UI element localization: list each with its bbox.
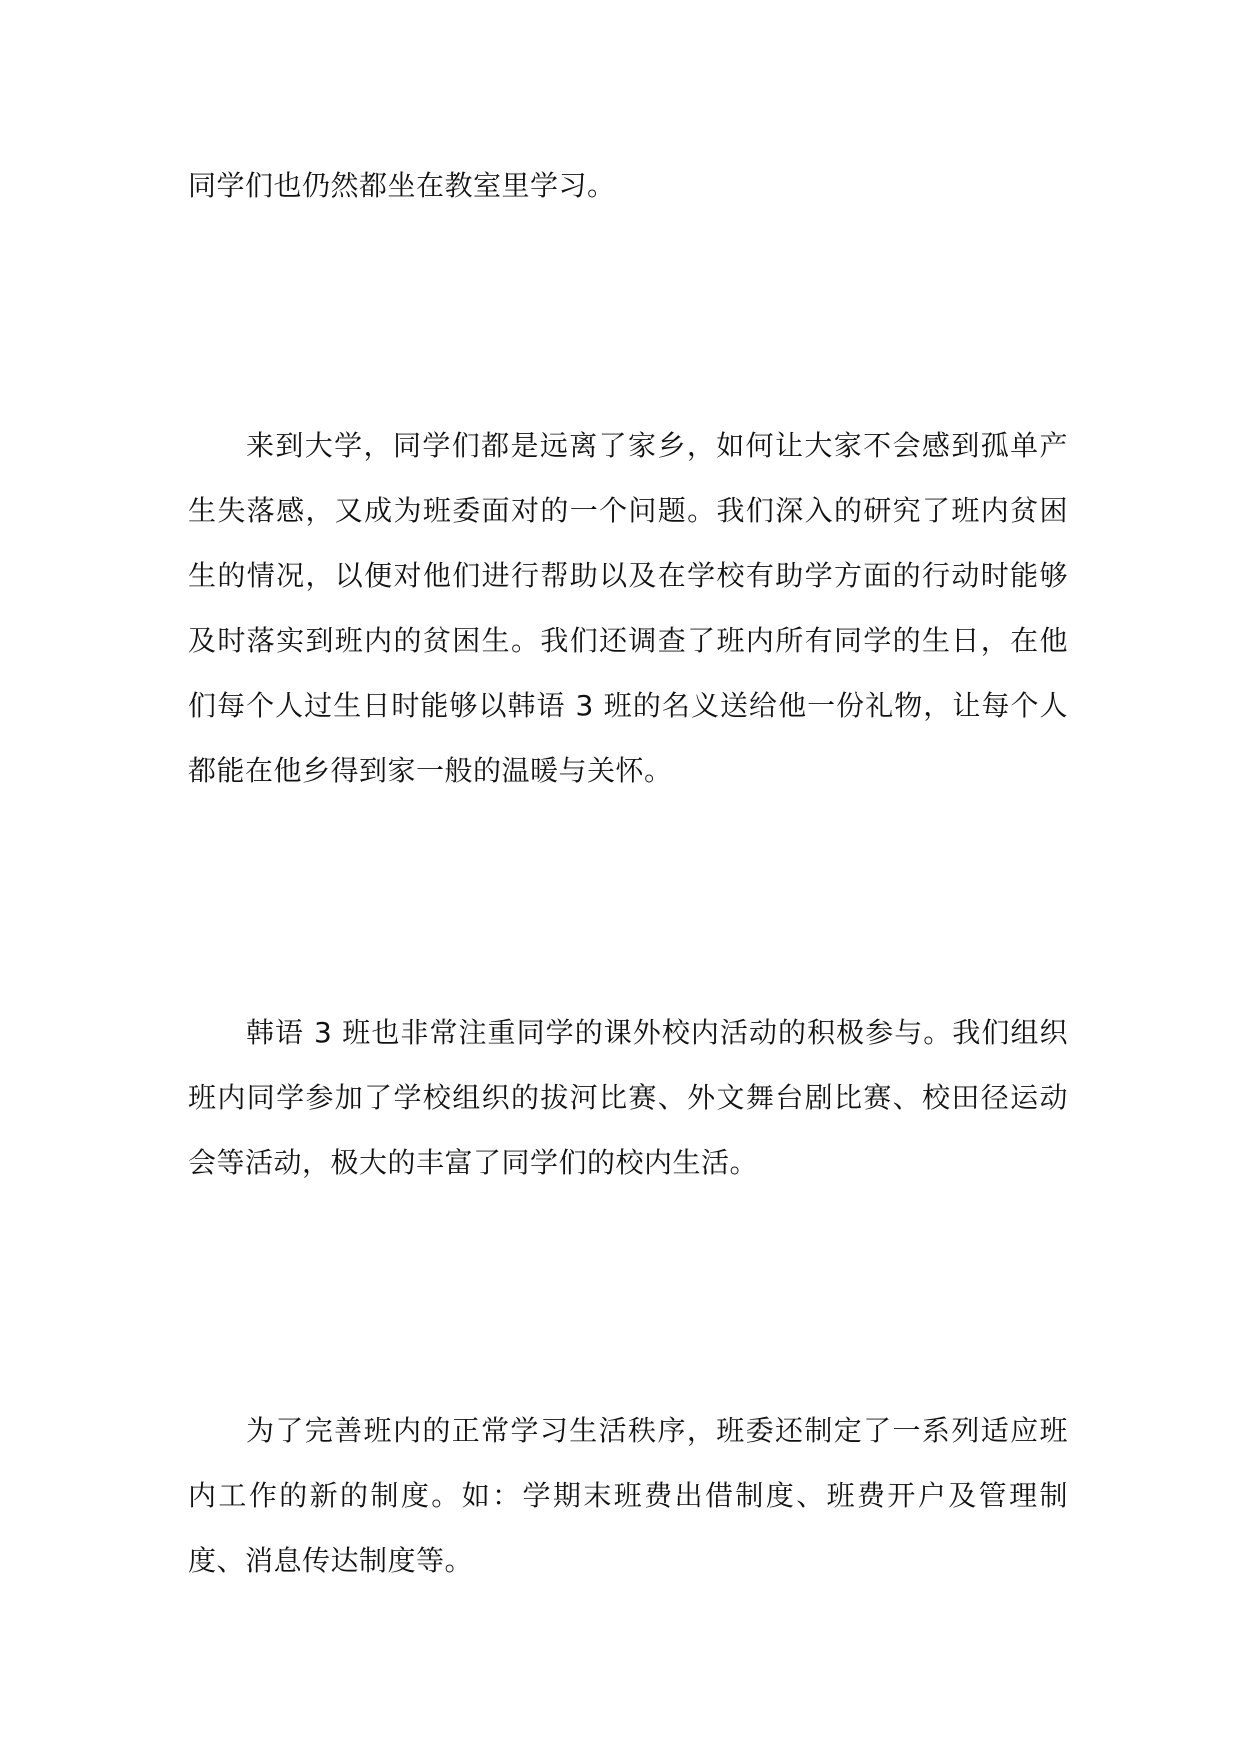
paragraph-activities: 韩语 3 班也非常注重同学的课外校内活动的积极参与。我们组织班内同学参加了学校组织的拔河比赛、外文舞台剧比赛、校田径运动会等活动，极大的丰富了同学们的校内生活。 <box>188 1016 1068 1179</box>
paragraph-regulations: 为了完善班内的正常学习生活秩序，班委还制定了一系列适应班内工作的新的制度。如：学期末班费出借制度、班费开户及管理制度、消息传达制度等。 <box>188 1414 1068 1577</box>
paragraph-campus-care: 来到大学，同学们都是远离了家乡，如何让大家不会感到孤单产生失落感，又成为班委面对的一个问题。我们深入的研究了班内贫困生的情况，以便对他们进行帮助以及在学校有助学方面的行动时能够及时落实到班内的贫困生。我们还调查了班内所有同学的生日，在他们每个人过生日时能够以韩语 3 班的名义送给他一份礼物，让每个人都能在他乡得到家一般的温暖与关怀。 <box>188 429 1068 787</box>
paragraph-continuation: 同学们也仍然都坐在教室里学习。 <box>188 169 616 202</box>
